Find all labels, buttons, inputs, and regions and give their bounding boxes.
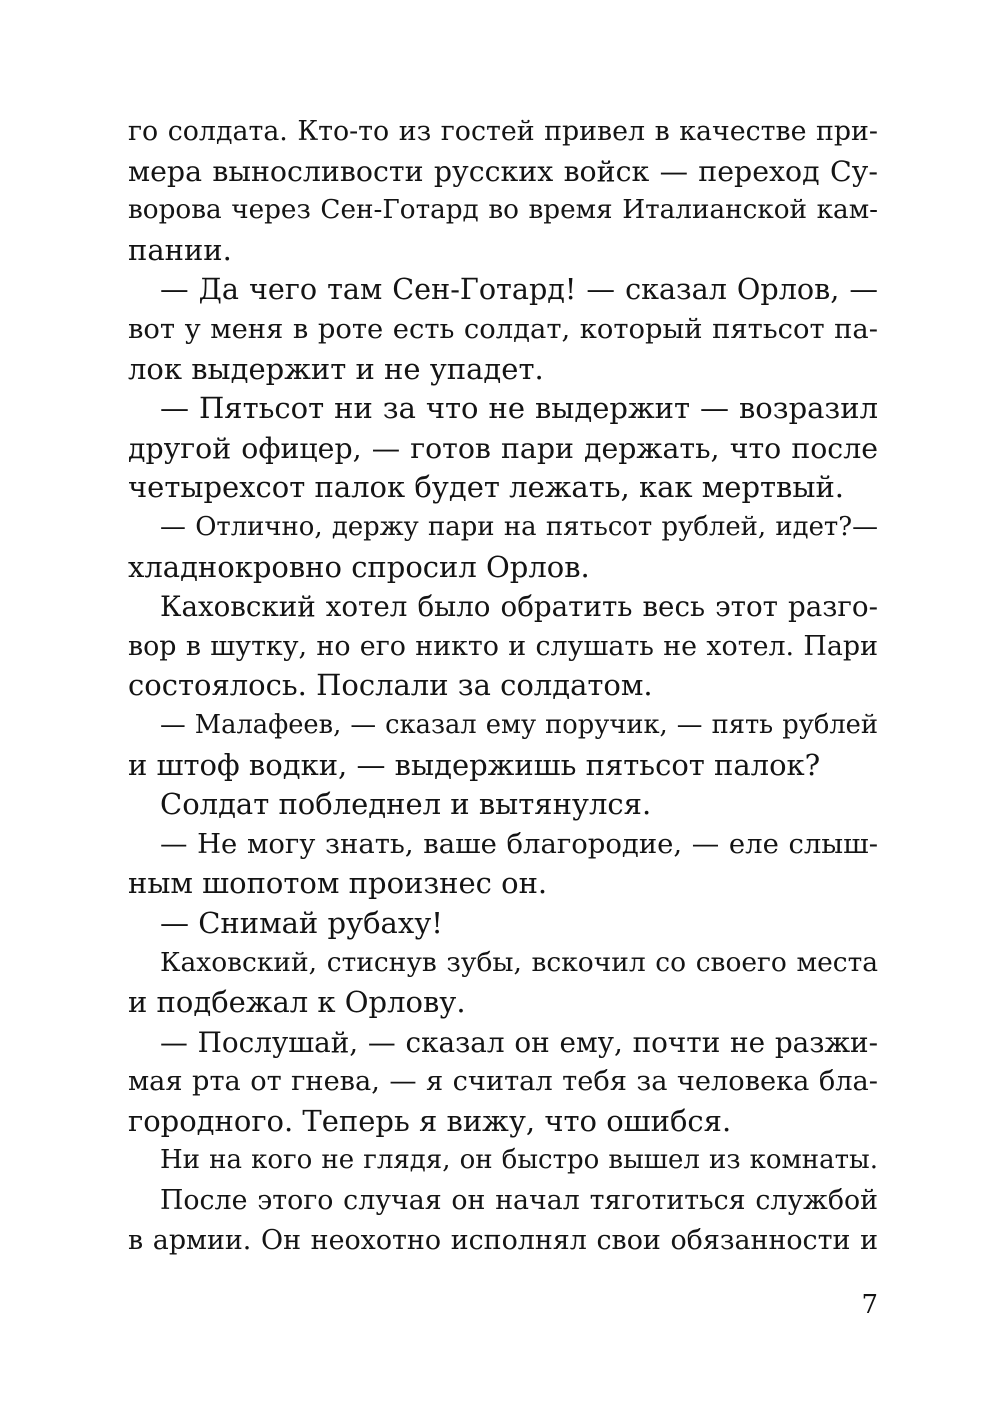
page-number: 7 xyxy=(861,1290,878,1320)
text-line: Каховский, стиснув зубы, вскочил со своего места xyxy=(160,947,878,979)
text-line: городного. Теперь я вижу, что ошибся. xyxy=(128,1103,732,1138)
text-line: в армии. Он неохотно исполнял свои обязанности и xyxy=(128,1224,878,1256)
text-line: вор в шутку, но его никто и слушать не хотел. Пари xyxy=(128,630,878,662)
text-line: другой офицер, — готов пари держать, что после xyxy=(128,431,878,465)
text-line: — Да чего там Сен-Готард! — сказал Орлов, — xyxy=(160,272,878,307)
text-line: — Снимай рубаху! xyxy=(160,905,443,940)
text-line: — Не могу знать, ваше благородие, — еле слыш- xyxy=(160,828,878,860)
text-line: — Послушай, — сказал он ему, почти не разжи- xyxy=(160,1025,878,1059)
text-line: ворова через Сен-Готард во время Италианской кам- xyxy=(128,195,878,226)
text-line: — Малафеев, — сказал ему поручик, — пять рублей xyxy=(160,709,878,740)
text-line: го солдата. Кто-то из гостей привел в качестве при- xyxy=(128,116,878,147)
text-line: четырехсот палок будет лежать, как мертвый. xyxy=(128,470,845,505)
text-line: После этого случая он начал тяготиться службой xyxy=(160,1185,878,1217)
text-line: Ни на кого не глядя, он быстро вышел из комнаты. xyxy=(160,1145,878,1176)
text-line: ным шопотом произнес он. xyxy=(128,866,548,901)
text-line: и подбежал к Орлову. xyxy=(128,985,466,1020)
text-line: Каховский хотел было обратить весь этот разго- xyxy=(160,590,878,624)
body-text xyxy=(128,112,878,1260)
text-line: и штоф водки, — выдержишь пятьсот палок? xyxy=(128,747,821,782)
text-line: мера выносливости русских войск — переход Су- xyxy=(128,154,878,188)
text-line: Солдат побледнел и вытянулся. xyxy=(160,787,652,822)
text-line: — Отлично, держу пари на пятьсот рублей, идет?— xyxy=(160,511,878,542)
text-line: хладнокровно спросил Орлов. xyxy=(128,549,590,584)
text-line: мая рта от гнева, — я считал тебя за человека бла- xyxy=(128,1066,878,1098)
text-line: — Пятьсот ни за что не выдержит — возразил xyxy=(160,391,878,426)
text-line: пании. xyxy=(128,232,232,267)
text-line: вот у меня в роте есть солдат, который пятьсот па- xyxy=(128,313,878,345)
text-line: состоялось. Послали за солдатом. xyxy=(128,668,653,703)
text-line: лок выдержит и не упадет. xyxy=(128,351,544,386)
